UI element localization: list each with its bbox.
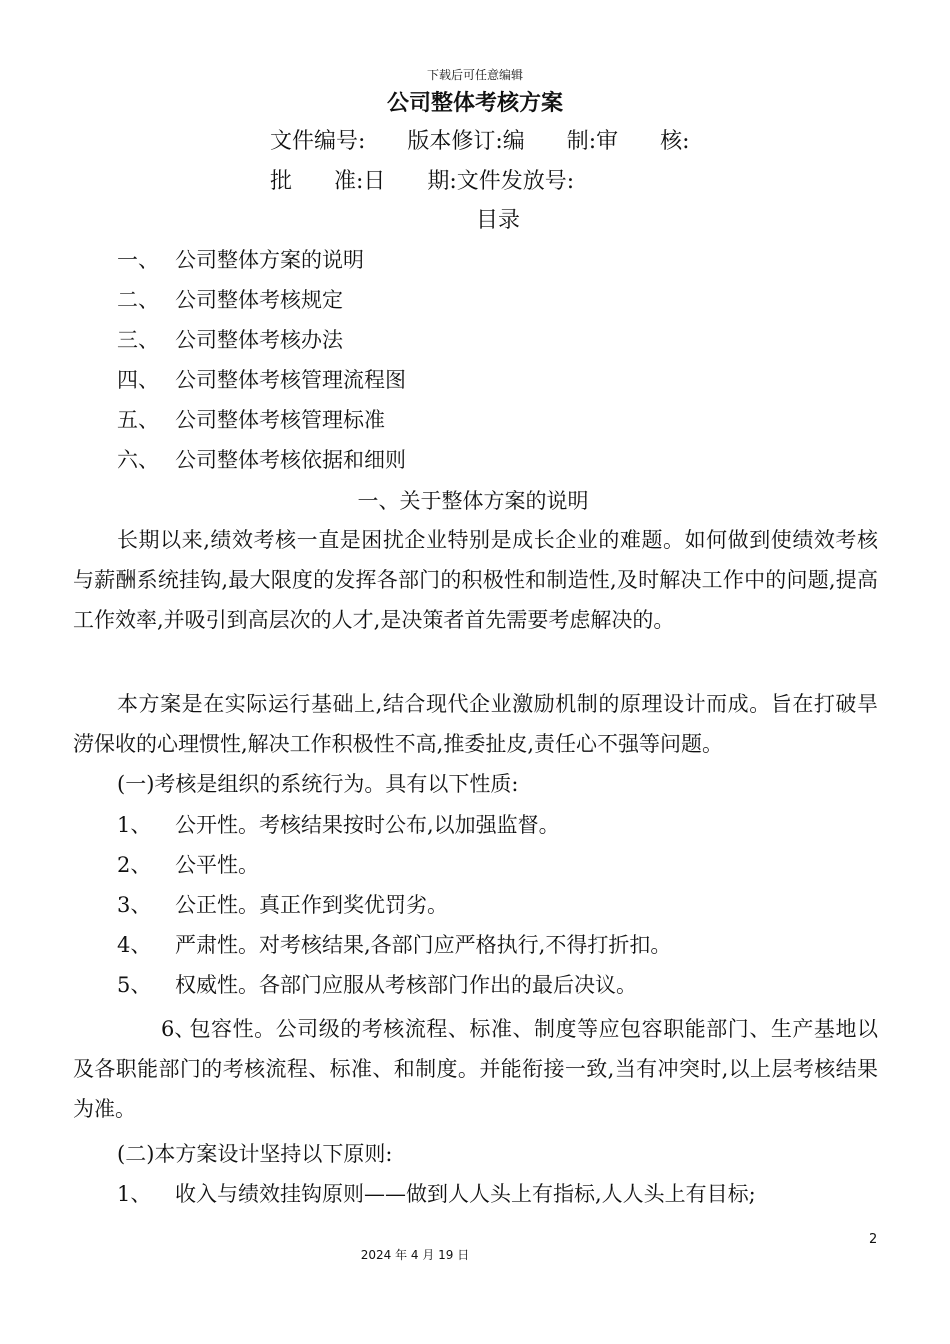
toc-title: 目录: [475, 208, 520, 233]
list-item-text: 公平性。: [175, 853, 259, 877]
list-item-number: 3、: [117, 893, 152, 917]
page-number: 2: [869, 1232, 878, 1247]
toc-item: [117, 244, 406, 284]
toc-item-text: 公司整体考核依据和细则: [175, 448, 406, 472]
list-item-text: 包容性。公司级的考核流程、标准、制度等应包容职能部门、生产基地以及各职能部门的考核流程、标准、和制度。并能衔接一致,当有冲突时,以上层考核结果为准。: [73, 1017, 878, 1121]
toc-item-number: 四、: [117, 368, 159, 392]
list-item: [117, 849, 259, 879]
list-item: [117, 969, 637, 999]
list-item-text: 公开性。考核结果按时公布,以加强监督。: [175, 813, 560, 837]
toc-item: [117, 444, 406, 484]
toc-item-number: 三、: [117, 328, 159, 352]
toc-item-text: 公司整体考核办法: [175, 328, 343, 352]
section-title: 一、关于整体方案的说明: [357, 489, 589, 513]
document-meta-line-2: 批 准:日 期:文件发放号:: [270, 169, 575, 194]
header-note: 下载后可任意编辑: [426, 68, 523, 82]
list-item: [73, 1009, 878, 1129]
toc-item-number: 五、: [117, 408, 159, 432]
list-item: [117, 809, 560, 839]
list-item-text: 公正性。真正作到奖优罚劣。: [175, 893, 448, 917]
document-title: 公司整体考核方案: [386, 91, 563, 116]
toc-item: [117, 364, 406, 404]
list-item-number: 4、: [117, 933, 152, 957]
toc-item: [117, 404, 406, 444]
subsection-title: (一)考核是组织的系统行为。具有以下性质:: [117, 772, 519, 796]
list-item: [117, 1178, 756, 1208]
list-item-text: 收入与绩效挂钩原则——做到人人头上有指标,人人头上有目标;: [175, 1182, 756, 1206]
list-item-text: 严肃性。对考核结果,各部门应严格执行,不得打折扣。: [175, 933, 672, 957]
toc-item-text: 公司整体考核管理标准: [175, 408, 385, 432]
toc-item-number: 六、: [117, 448, 159, 472]
toc-item-text: 公司整体考核规定: [175, 288, 343, 312]
toc-item: [117, 284, 406, 324]
list-item-number: 1、: [117, 813, 152, 837]
toc-item-text: 公司整体考核管理流程图: [175, 368, 406, 392]
table-of-contents: [117, 244, 406, 484]
toc-item-number: 一、: [117, 248, 159, 272]
list-item-number: 6、: [161, 1017, 196, 1041]
toc-item-number: 二、: [117, 288, 159, 312]
list-item-text: 权威性。各部门应服从考核部门作出的最后决议。: [175, 973, 637, 997]
toc-item-text: 公司整体方案的说明: [175, 248, 364, 272]
subsection-title: (二)本方案设计坚持以下原则:: [117, 1142, 393, 1166]
list-item: [117, 929, 671, 959]
body-paragraph: 本方案是在实际运行基础上,结合现代企业激励机制的原理设计而成。旨在打破旱涝保收的心理惯性,解决工作积极性不高,推委扯皮,责任心不强等问题。: [73, 692, 878, 756]
list-item-number: 2、: [117, 853, 152, 877]
list-item-number: 1、: [117, 1182, 152, 1206]
list-item: [117, 889, 448, 919]
footer-date: 2024 年 4 月 19 日: [360, 1248, 470, 1262]
body-paragraph: 长期以来,绩效考核一直是困扰企业特别是成长企业的难题。如何做到使绩效考核与薪酬系统挂钩,最大限度的发挥各部门的积极性和制造性,及时解决工作中的问题,提高工作效率,并吸引到高层次的人才,是决策者首先需要考虑解决的。: [73, 528, 878, 632]
list-item-number: 5、: [117, 973, 152, 997]
document-meta-line-1: 文件编号: 版本修订:编 制:审 核:: [270, 129, 690, 154]
toc-item: [117, 324, 406, 364]
